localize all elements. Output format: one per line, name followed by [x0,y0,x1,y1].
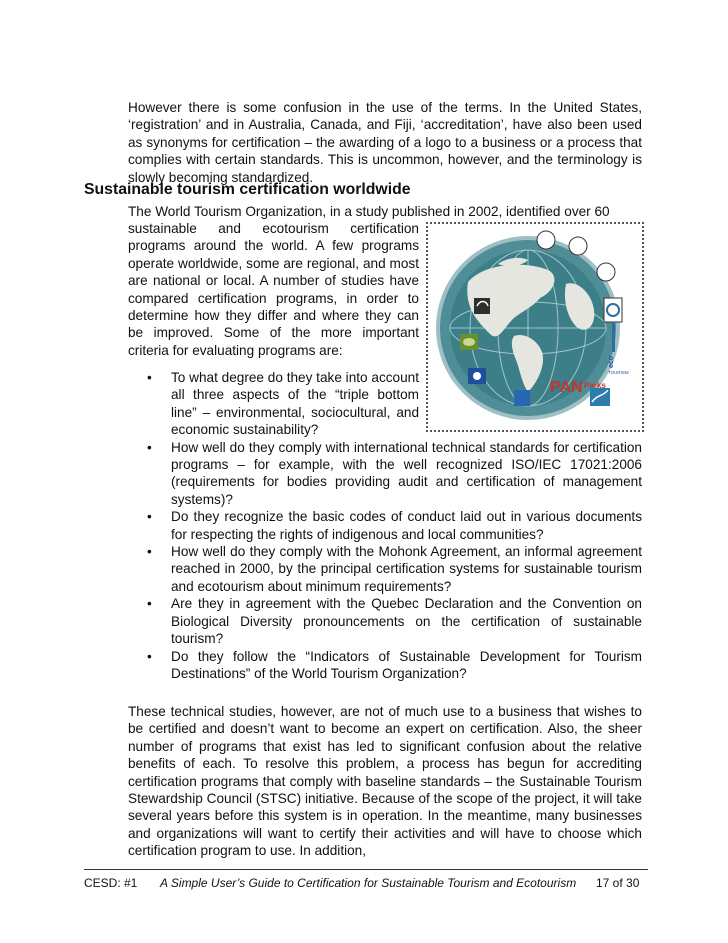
section-heading: Sustainable tourism certification worldwide [84,181,411,198]
bullet-marker: • [147,544,152,560]
bullet-marker: • [147,648,152,664]
footer-divider [84,869,648,870]
list-item [128,595,642,647]
footer-doc-id: CESD: #1 [84,876,138,890]
list-item-text: Are they in agreement with the Quebec Declaration and the Convention on Biological Diversity pronouncements on the certification of sustainable tourism? [171,596,642,647]
list-item-text: How well do they comply with international technical standards for certification programs – for example, with the well recognized ISO/IEC 17021:2006 (requirements for bodies providing audit and certification of management systems)? [171,439,642,507]
list-item [128,439,642,509]
panparks-logo-pan: PAN [550,379,583,396]
list-item [128,369,419,439]
bullet-marker: • [147,439,152,455]
bullet-marker: • [147,596,152,612]
tourism-logo-text: TOURISM [608,370,629,375]
panparks-logo-parks: Parks [584,381,606,390]
list-item-text: To what degree do they take into account all three aspects of the “triple bottom line” – environmental, sociocultural, and economic sustainability? [171,370,419,438]
list-item [128,648,642,683]
bullet-marker: • [147,370,152,385]
eco-logo-text: eco [608,355,615,368]
section-intro-wrapped-text: sustainable and ecotourism certification programs around the world. A few programs operate worldwide, some are regional, and most are national or local. A number of studies have compared certification programs, in order to determine how they differ and where they can be improved. Some of the more important criteria for evaluating programs are: [128,221,419,358]
closing-paragraph: These technical studies, however, are not of much use to a business that wishes to be certified and doesn’t want to become an expert on certification. Also, the sheer number of programs that exist has led to significant confusion about the relative benefits of each. To resolve this problem, a process has begun for accrediting certification programs that comply with baseline standards – the Sustainable Tourism Stewardship Council (STSC) initiative. Because of the scope of the project, it will take several years before this system is in operation. In the meantime, many businesses and organizations will want to certify their activities and will have to choose which certification program to use. In addition, [128,704,642,859]
footer-title: A Simple User’s Guide to Certification for Sustainable Tourism and Ecotourism [160,876,577,890]
section-intro-first-line: The World Tourism Organization, in a study published in 2002, identified over 60 [128,204,610,219]
list-item-text: How well do they comply with the Mohonk Agreement, an informal agreement reached in 2000, by the principal certification systems for sustainable tourism and ecotourism about minimum requirements? [171,544,642,594]
page-number: 17 of 30 [596,876,640,890]
criteria-bullet-list [128,369,642,682]
list-item [128,508,642,543]
list-item [128,543,642,595]
bullet-marker: • [147,509,152,525]
list-item-text: Do they follow the “Indicators of Sustainable Development for Tourism Destinations” of the World Tourism Organization? [171,648,642,681]
list-item-text: Do they recognize the basic codes of conduct laid out in various documents for respecting the rights of indigenous and local communities? [171,509,642,542]
intro-paragraph: However there is some confusion in the use of the terms. In the United States, ‘registration’ and in Australia, Canada, and Fiji, ‘accreditation’, have also been used as synonyms for certification – the awarding of a logo to a business or a process that complies with certain standards. This is uncommon, however, and the terminology is slowly becoming standardized. [128,100,642,185]
